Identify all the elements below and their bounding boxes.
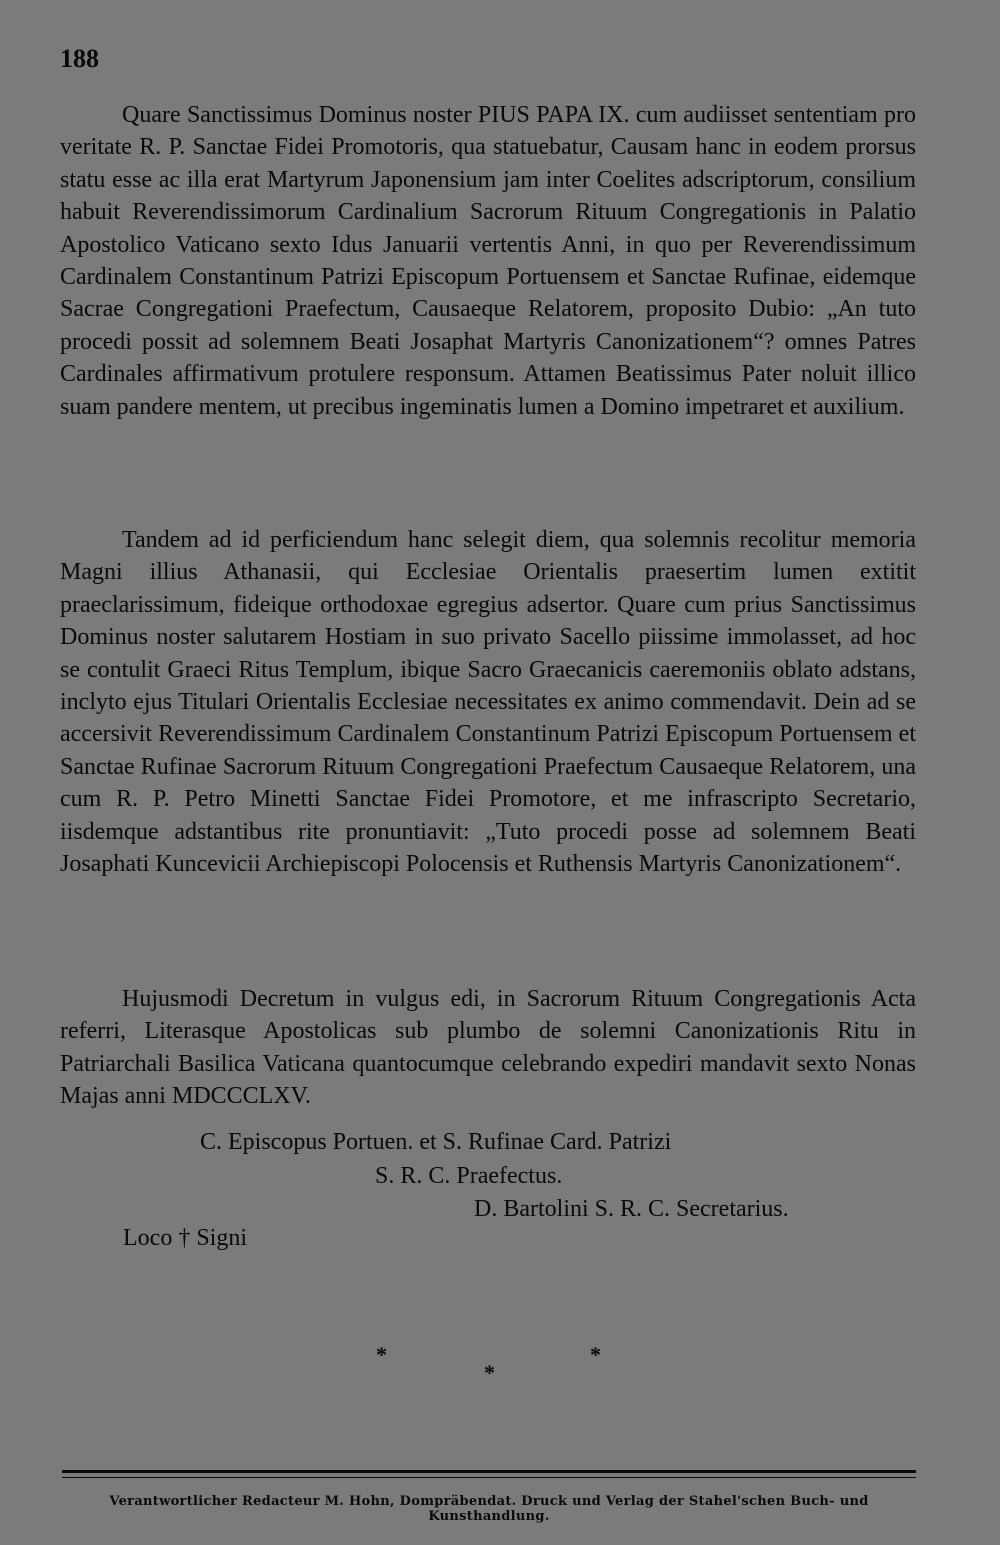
footer-rule-thin (62, 1477, 916, 1478)
paragraph-decree-consultation: Quare Sanctissimus Dominus noster PIUS PAPA IX. cum audiisset sententiam pro veritate R. P. Sanctae Fidei Promotoris, qua statuebatur, Causam hanc in eodem prorsus statu esse ac illa erat Martyrum Japonensium jam inter Coelites adscriptorum, consilium habuit Reverendissimorum Cardinalium Sacrorum Rituum Congregationis in Palatio Apostolico Vaticano sexto Idus Januarii vertentis Anni, in quo per Reverendissimum Cardinalem Constantinum Patrizi Episcopum Portuensem et Sanctae Rufinae, eidemque Sacrae Congregationi Praefectum, Causaeque Relatorem, proposito Dubio: „An tuto procedi possit ad solemnem Beati Josaphat Martyris Canonizationem“? omnes Patres Cardinales affirmativum protulere responsum. Attamen Beatissimus Pater noluit illico suam pandere mentem, ut precibus ingeminatis lumen a Domino impetraret et auxilium. (60, 102, 916, 420)
ornament-star-center: * (484, 1360, 495, 1385)
ornament-star-right: * (590, 1342, 601, 1367)
footer-rule-thick (62, 1470, 916, 1473)
signature-cardinal: C. Episcopus Portuen. et S. Rufinae Card. Patrizi (200, 1129, 672, 1155)
seal-placeholder: Loco † Signi (123, 1225, 247, 1251)
ornament-star-left: * (376, 1342, 387, 1367)
paragraph-decree-pronouncement: Tandem ad id perficiendum hanc selegit diem, qua solemnis recolitur memoria Magni illius Athanasii, qui Ecclesiae Orientalis praesertim lumen extitit praeclarissimum, fideique orthodoxae egregius adsertor. Quare cum prius Sanctissimus Dominus noster salutarem Hostiam in suo privato Sacello piissime immolasset, ad hoc se contulit Graeci Ritus Templum, ibique Sacro Graecanicis caeremoniis oblato adstans, inclyto ejus Titulari Orientalis Ecclesiae necessitates ex animo commendavit. Dein ad se accersivit Reverendissimum Cardinalem Constantinum Patrizi Episcopum Portuensem et Sanctae Rufinae Sacrorum Rituum Congregationi Praefectum Causaeque Relatorem, una cum R. P. Petro Minetti Sanctae Fidei Promotore, et me infrascripto Secretario, iisdemque adstantibus rite pronuntiavit: „Tuto procedi posse ad solemnem Beati Josaphati Kuncevicii Archiepiscopi Polocensis et Ruthensis Martyris Canonizationem“. (60, 527, 916, 878)
paragraph-decree-publication: Hujusmodi Decretum in vulgus edi, in Sacrorum Rituum Congregationis Acta referri, Literasque Apostolicas sub plumbo de solemni Canonizationis Ritu in Patriarchali Basilica Vaticana quantocumque celebrando expediri mandavit sexto Nonas Majas anni MDCCCLXV. (60, 986, 916, 1110)
page-number: 188 (60, 44, 99, 73)
signature-secretary: D. Bartolini S. R. C. Secretarius. (474, 1196, 789, 1222)
footer-imprint: Verantwortlicher Redacteur M. Hohn, Dompräbendat. Druck und Verlag der Stahel'schen Buch- und Kunsthandlung. (109, 1494, 869, 1524)
signature-cardinal-title: S. R. C. Praefectus. (375, 1163, 563, 1189)
